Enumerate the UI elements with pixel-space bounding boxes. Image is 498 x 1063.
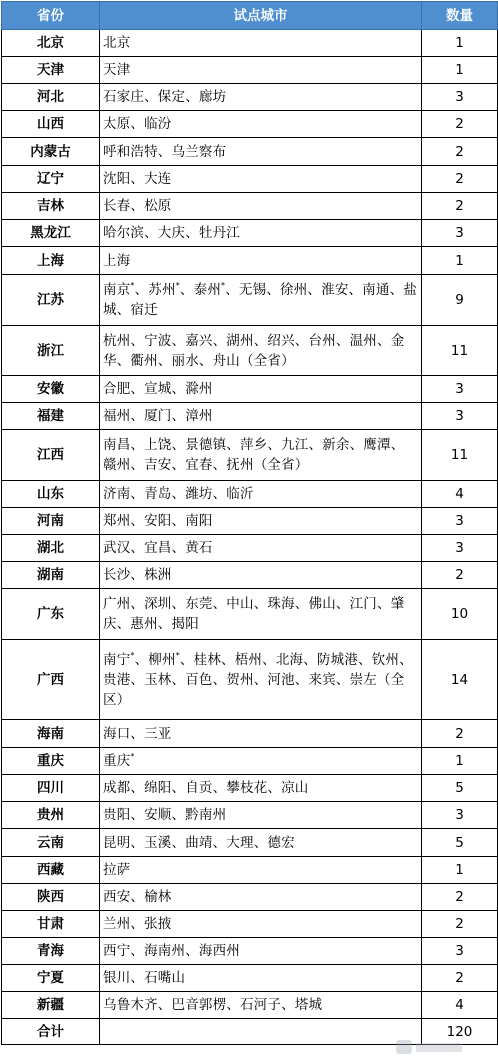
province-cell: 福建 (2, 403, 100, 430)
city-segment: 广州、深圳、东莞、中山、珠海、佛山、江门、肇庆、惠州、揭阳 (103, 596, 405, 632)
cities-cell (100, 589, 422, 640)
count-cell: 1 (422, 748, 498, 775)
province-cell: 西藏 (2, 857, 100, 884)
cities-cell (100, 992, 422, 1019)
city-segment: 成都、绵阳、自贡、攀枝花、凉山 (103, 780, 309, 796)
count-cell: 3 (422, 508, 498, 535)
province-cell: 浙江 (2, 326, 100, 376)
city-segment: 石家庄、保定、廊坊 (103, 89, 227, 105)
cities-cell (100, 84, 422, 111)
city-segment: 重庆 (103, 753, 131, 769)
province-cell: 宁夏 (2, 965, 100, 992)
asterisk-mark: * (175, 281, 180, 290)
city-segment: 兰州、张掖 (103, 916, 172, 932)
province-cell: 湖南 (2, 562, 100, 589)
count-cell: 3 (422, 376, 498, 403)
city-segment: 哈尔滨、大庆、牡丹江 (103, 225, 240, 241)
table-row (2, 640, 498, 720)
table-row (2, 138, 498, 166)
city-segment: 杭州、宁波、嘉兴、湖州、绍兴、台州、温州、金华、衢州、丽水、舟山（全省） (103, 332, 405, 369)
city-segment: 济南、青岛、潍坊、临沂 (103, 486, 254, 502)
province-cell: 山西 (2, 111, 100, 138)
table-body (2, 30, 498, 1019)
cities-cell (100, 965, 422, 992)
province-cell: 陕西 (2, 884, 100, 911)
asterisk-mark: * (130, 752, 135, 761)
city-segment: 南宁 (103, 651, 131, 668)
cities-cell (100, 166, 422, 193)
count-cell: 3 (422, 403, 498, 430)
province-cell: 山东 (2, 481, 100, 508)
count-cell: 9 (422, 275, 498, 326)
province-cell: 广东 (2, 589, 100, 640)
province-cell: 广西 (2, 640, 100, 720)
city-segment: 、无锡、徐州、淮安、南通、盐城、宿迁 (103, 282, 418, 318)
cities-cell (100, 326, 422, 376)
total-count: 120 (422, 1019, 498, 1045)
count-cell: 2 (422, 720, 498, 748)
count-cell: 14 (422, 640, 498, 720)
count-cell: 5 (422, 829, 498, 857)
cities-cell (100, 481, 422, 508)
table-row (2, 481, 498, 508)
count-cell: 4 (422, 481, 498, 508)
table-row (2, 30, 498, 57)
city-segment: 昆明、玉溪、曲靖、大理、德宏 (103, 834, 295, 851)
table-header-row (2, 2, 498, 30)
province-cell: 河北 (2, 84, 100, 111)
asterisk-mark: * (130, 281, 135, 290)
city-segment: 郑州、安阳、南阳 (103, 513, 213, 529)
count-cell: 2 (422, 138, 498, 166)
table-row (2, 376, 498, 403)
city-segment: 西宁、海南州、海西州 (103, 943, 240, 959)
table-row (2, 111, 498, 138)
province-cell: 重庆 (2, 748, 100, 775)
city-segment: 、泰州 (179, 282, 222, 298)
city-segment: 西安、榆林 (103, 889, 172, 905)
table-row (2, 275, 498, 326)
table-row (2, 430, 498, 481)
city-segment: 上海 (103, 252, 131, 269)
city-segment: 太原、临汾 (103, 116, 172, 132)
province-cell: 江苏 (2, 275, 100, 326)
cities-cell (100, 911, 422, 938)
count-cell: 2 (422, 884, 498, 911)
table-row (2, 857, 498, 884)
table-row (2, 166, 498, 193)
cities-cell (100, 30, 422, 57)
table-row (2, 938, 498, 965)
count-cell: 2 (422, 911, 498, 938)
city-segment: 南京 (103, 282, 131, 298)
table-row (2, 911, 498, 938)
table-row (2, 748, 498, 775)
province-cell: 河南 (2, 508, 100, 535)
count-cell: 1 (422, 857, 498, 884)
city-segment: 乌鲁木齐、巴音郭楞、石河子、塔城 (103, 997, 323, 1013)
pilot-cities-table (1, 1, 498, 1045)
cities-cell (100, 111, 422, 138)
table-row (2, 775, 498, 802)
count-cell: 2 (422, 166, 498, 193)
table-row (2, 220, 498, 247)
cities-cell (100, 775, 422, 802)
table-row (2, 829, 498, 857)
count-cell: 2 (422, 193, 498, 220)
cities-cell (100, 720, 422, 748)
city-segment: 拉萨 (103, 862, 131, 878)
cities-cell (100, 508, 422, 535)
cities-cell (100, 275, 422, 326)
cities-cell (100, 535, 422, 562)
table-row (2, 562, 498, 589)
city-segment: 长春、松原 (103, 198, 172, 214)
count-cell: 1 (422, 247, 498, 275)
city-segment: 天津 (103, 62, 131, 78)
city-segment: 、柳州 (134, 651, 176, 668)
cities-cell (100, 57, 422, 84)
table-row (2, 720, 498, 748)
table-row (2, 965, 498, 992)
province-cell: 海南 (2, 720, 100, 748)
province-cell: 江西 (2, 430, 100, 481)
province-cell: 北京 (2, 30, 100, 57)
cities-cell (100, 220, 422, 247)
city-segment: 沈阳、大连 (103, 171, 172, 187)
count-cell: 2 (422, 111, 498, 138)
count-cell: 4 (422, 992, 498, 1019)
city-segment: 长沙、株洲 (103, 567, 172, 583)
table-row (2, 326, 498, 376)
cities-cell (100, 640, 422, 720)
count-cell: 2 (422, 965, 498, 992)
cities-cell (100, 138, 422, 166)
city-segment: 北京 (103, 35, 131, 51)
count-cell: 11 (422, 430, 498, 481)
city-segment: 、桂林、梧州、北海、防城港、钦州、贵港、玉林、百色、贺州、河池、来宾、崇左（全区） (103, 651, 413, 708)
count-cell: 3 (422, 220, 498, 247)
province-cell: 新疆 (2, 992, 100, 1019)
province-cell: 四川 (2, 775, 100, 802)
cities-cell (100, 802, 422, 829)
cities-cell (100, 938, 422, 965)
cities-cell (100, 562, 422, 589)
province-cell: 内蒙古 (2, 138, 100, 166)
province-cell: 贵州 (2, 802, 100, 829)
count-cell: 3 (422, 84, 498, 111)
count-cell: 3 (422, 535, 498, 562)
count-cell: 1 (422, 30, 498, 57)
table-row (2, 802, 498, 829)
table-row (2, 403, 498, 430)
header-province: 省份 (2, 2, 100, 30)
table-row (2, 84, 498, 111)
count-cell: 3 (422, 802, 498, 829)
province-cell: 上海 (2, 247, 100, 275)
cities-cell (100, 193, 422, 220)
city-segment: 福州、厦门、漳州 (103, 408, 213, 424)
province-cell: 安徽 (2, 376, 100, 403)
cities-cell (100, 748, 422, 775)
count-cell: 3 (422, 938, 498, 965)
cities-cell (100, 829, 422, 857)
province-cell: 湖北 (2, 535, 100, 562)
cities-cell (100, 247, 422, 275)
cities-cell (100, 430, 422, 481)
province-cell: 甘肃 (2, 911, 100, 938)
province-cell: 黑龙江 (2, 220, 100, 247)
city-segment: 贵阳、安顺、黔南州 (103, 807, 227, 823)
total-cities (100, 1019, 422, 1045)
city-segment: 银川、石嘴山 (103, 970, 186, 986)
table-row (2, 247, 498, 275)
table-row (2, 992, 498, 1019)
table-row (2, 535, 498, 562)
table-row (2, 57, 498, 84)
table-row (2, 589, 498, 640)
table-row (2, 884, 498, 911)
city-segment: 南昌、上饶、景德镇、萍乡、九江、新余、鹰潭、赣州、吉安、宜春、抚州（全省） (103, 437, 405, 473)
count-cell: 2 (422, 562, 498, 589)
city-segment: 、苏州 (134, 282, 176, 298)
header-count: 数量 (422, 2, 498, 30)
province-cell: 云南 (2, 829, 100, 857)
cities-cell (100, 376, 422, 403)
asterisk-mark: * (130, 650, 135, 660)
province-cell: 吉林 (2, 193, 100, 220)
province-cell: 辽宁 (2, 166, 100, 193)
city-segment: 海口、三亚 (103, 725, 172, 742)
count-cell: 10 (422, 589, 498, 640)
cities-cell (100, 884, 422, 911)
table-row (2, 508, 498, 535)
province-cell: 天津 (2, 57, 100, 84)
table-row (2, 193, 498, 220)
total-row (2, 1019, 498, 1045)
total-label: 合计 (2, 1019, 100, 1045)
city-segment: 合肥、宣城、滁州 (103, 381, 213, 397)
count-cell: 11 (422, 326, 498, 376)
cities-cell (100, 857, 422, 884)
asterisk-mark: * (221, 281, 226, 290)
header-cities: 试点城市 (100, 2, 422, 30)
count-cell: 5 (422, 775, 498, 802)
province-cell: 青海 (2, 938, 100, 965)
city-segment: 武汉、宜昌、黄石 (103, 540, 213, 556)
city-segment: 呼和浩特、乌兰察布 (103, 143, 227, 160)
count-cell: 1 (422, 57, 498, 84)
asterisk-mark: * (175, 650, 180, 660)
cities-cell (100, 403, 422, 430)
